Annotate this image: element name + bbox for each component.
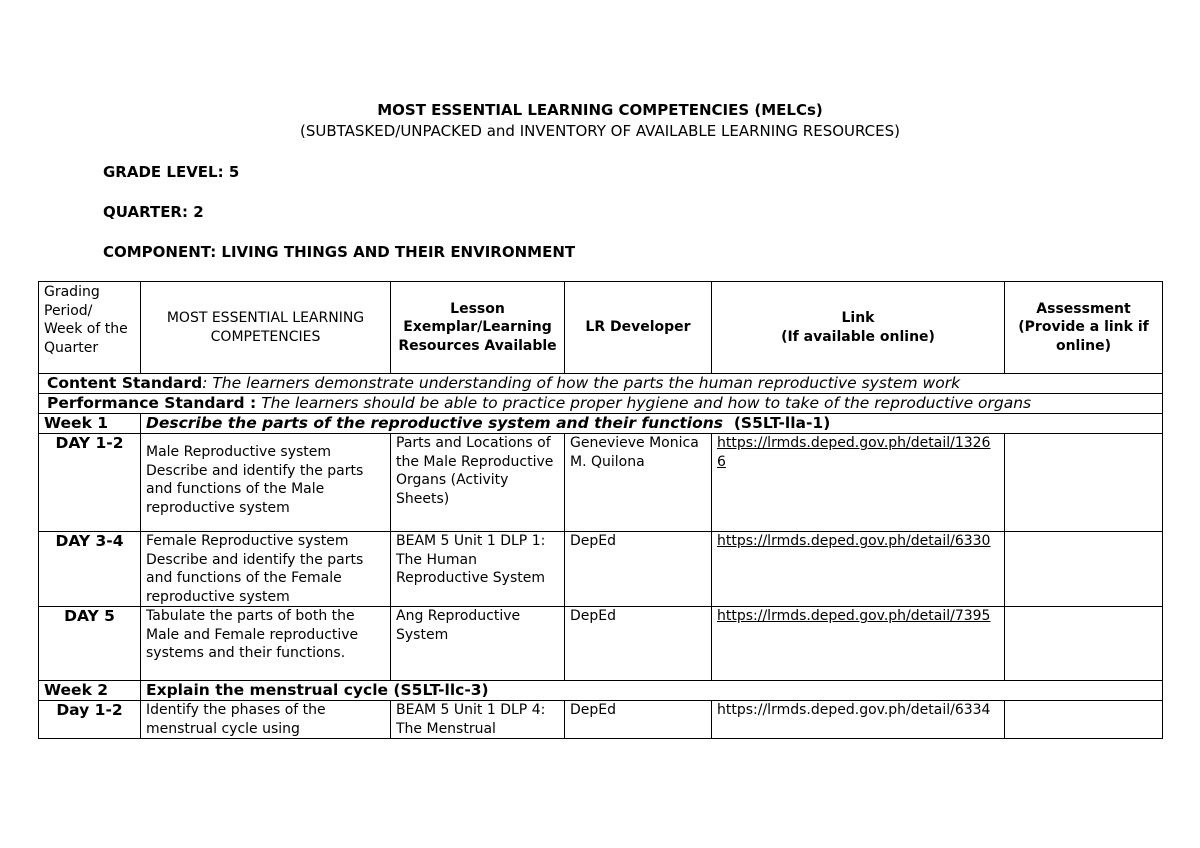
assessment-cell — [1005, 434, 1163, 532]
grade-level: GRADE LEVEL: 5 — [103, 163, 240, 181]
content-standard-row — [39, 374, 1163, 394]
col-header-link-line1: Link — [841, 310, 875, 326]
table-row — [39, 607, 1163, 681]
developer-cell: DepEd — [565, 607, 712, 681]
assessment-cell — [1005, 607, 1163, 681]
col-header-developer: LR Developer — [565, 282, 712, 374]
document-subtitle: (SUBTASKED/UNPACKED and INVENTORY OF AVAILABLE LEARNING RESOURCES) — [299, 122, 900, 140]
content-standard — [39, 374, 1163, 394]
content-standard-text: : The learners demonstrate understanding of how the parts the human reproductive system work — [202, 374, 961, 392]
week-competency: Describe the parts of the reproductive system and their functions (S5LT-lla-1) — [141, 414, 1163, 434]
resource-link[interactable]: https://lrmds.deped.gov.ph/detail/6330 — [717, 533, 991, 549]
resource-link[interactable]: https://lrmds.deped.gov.ph/detail/6334 — [717, 702, 991, 718]
col-header-grading-period: Grading Period/ Week of the Quarter — [39, 282, 141, 374]
day-cell: Day 1-2 — [39, 701, 141, 739]
document-title: MOST ESSENTIAL LEARNING COMPETENCIES (MELCs) — [377, 101, 823, 119]
developer-cell: DepEd — [565, 532, 712, 607]
link-cell — [712, 532, 1005, 607]
competency-cell: Male Reproductive system Describe and identify the parts and functions of the Male reproductive system — [141, 434, 391, 532]
link-cell — [712, 434, 1005, 532]
developer-cell: Genevieve Monica M. Quilona — [565, 434, 712, 532]
table-row — [39, 434, 1163, 532]
week-label: Week 2 — [39, 681, 141, 701]
day-cell: DAY 5 — [39, 607, 141, 681]
quarter: QUARTER: 2 — [103, 203, 204, 221]
week-row — [39, 414, 1163, 434]
week-label: Week 1 — [39, 414, 141, 434]
competency-cell: Female Reproductive system Describe and identify the parts and functions of the Female reproductive system — [141, 532, 391, 607]
melc-table — [38, 281, 1163, 739]
week-competency: Explain the menstrual cycle (S5LT-llc-3) — [141, 681, 1163, 701]
col-header-resources: Lesson Exemplar/Learning Resources Available — [391, 282, 565, 374]
table-row — [39, 532, 1163, 607]
col-header-assessment: Assessment (Provide a link if online) — [1005, 282, 1163, 374]
resource-link[interactable]: https://lrmds.deped.gov.ph/detail/13266 — [717, 435, 991, 470]
resource-link[interactable]: https://lrmds.deped.gov.ph/detail/7395 — [717, 608, 991, 624]
performance-standard-row — [39, 394, 1163, 414]
week-row — [39, 681, 1163, 701]
performance-standard-label: Performance Standard : — [47, 394, 257, 412]
competency-cell: Identify the phases of the menstrual cycle using — [141, 701, 391, 739]
resource-cell: BEAM 5 Unit 1 DLP 4: The Menstrual — [391, 701, 565, 739]
assessment-cell — [1005, 532, 1163, 607]
table-header-row — [39, 282, 1163, 374]
table-row — [39, 701, 1163, 739]
resource-cell: BEAM 5 Unit 1 DLP 1: The Human Reproductive System — [391, 532, 565, 607]
performance-standard-text: The learners should be able to practice proper hygiene and how to take of the reproductive organs — [261, 394, 1032, 412]
assessment-cell — [1005, 701, 1163, 739]
performance-standard — [39, 394, 1163, 414]
resource-cell: Ang Reproductive System — [391, 607, 565, 681]
col-header-competencies: MOST ESSENTIAL LEARNING COMPETENCIES — [141, 282, 391, 374]
col-header-link-line2: (If available online) — [781, 328, 935, 345]
col-header-link — [712, 282, 1005, 374]
resource-cell: Parts and Locations of the Male Reproductive Organs (Activity Sheets) — [391, 434, 565, 532]
link-cell — [712, 701, 1005, 739]
week-competency-code: (S5LT-lla-1) — [733, 414, 831, 432]
component: COMPONENT: LIVING THINGS AND THEIR ENVIRONMENT — [103, 243, 576, 261]
link-cell — [712, 607, 1005, 681]
content-standard-label: Content Standard — [47, 374, 203, 392]
developer-cell: DepEd — [565, 701, 712, 739]
day-cell: DAY 1-2 — [39, 434, 141, 532]
competency-cell: Tabulate the parts of both the Male and Female reproductive systems and their functions. — [141, 607, 391, 681]
day-cell: DAY 3-4 — [39, 532, 141, 607]
